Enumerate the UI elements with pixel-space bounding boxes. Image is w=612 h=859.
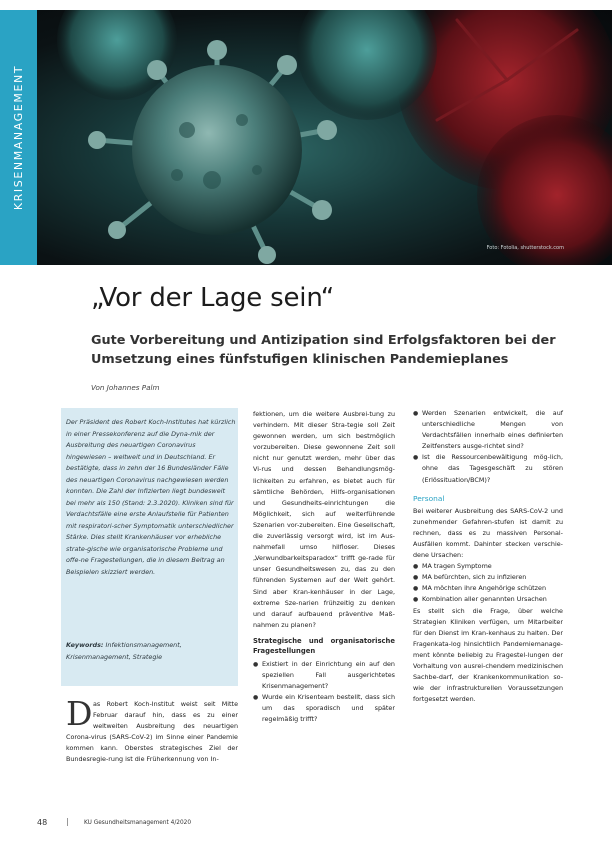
journal-name: KU Gesundheitsmanagement 4/2020	[84, 820, 192, 826]
article-author: Von Johannes Palm	[91, 383, 160, 392]
list-item: ● Wurde ein Krisenteam bestellt, dass sich um das sporadisch und später regelmäßig trifft?	[253, 692, 395, 725]
list-item: ● Werden Szenarien entwickelt, die auf unterschiedliche Mengen von Verdachtsfällen innerhalb eines definierten Zeitfensters ausge-richtet sind?	[413, 408, 563, 452]
col3-paragraph-2: Es stellt sich die Frage, über welche Strategien Kliniken verfügen, um Mitarbeiter für den Dienst im Kran-kenhaus zu halten. Der Fragenkata-log hinsichtlich Pandemiemanage-ment könnte beliebig zu Fragestel-lungen der Vorhaltung von ausrei-chendem medizinischen Sachbe-darf, der Krankenkommunikation so-wie der infrastrukturellen Voraussetzungen fortgesetzt werden.	[413, 606, 563, 704]
col3-bullet-list-2	[413, 561, 563, 605]
keywords-text: Infektionsmanagement, Krisenmanagement, Strategie	[66, 641, 182, 661]
col2-paragraph: fektionen, um die weitere Ausbrei-tung zu verhindern. Mit dieser Stra-tegie soll Zeit gewonnen werden, um sich bestmöglich vorzubereiten. Diese gewonnene Zeit soll nicht nur genutzt werden, mehr über das Vi-rus und dessen Behandlungsmög-lichkeiten zu erfahren, es bietet auch für sämtliche Behörden, Hilfs-organisationen und Gesundheits-einrichtungen die Möglichkeit, sich auf weiterführende Szenarien vor-zubereiten. Eine Gesellschaft, die zuverlässig versorgt wird, ist im Aus-nahmefall umso hilfloser. Dieses „Verwundbarkeitsparadox“ trifft ge-rade für unser Gesundheitswesen zu, das zu den führenden Systemen auf der Welt gehört. Sind aber Kran-kenhäuser in der Lage, extreme Sze-narien frühzeitig zu denken und darauf aufbauend präventive Maß-nahmen zu planen?	[253, 410, 395, 629]
col2-heading: Strategische und organisatorische Fragestellungen	[253, 636, 395, 655]
list-item: ● MA möchten ihre Angehörige schützen	[413, 583, 563, 594]
list-item: ● MA tragen Symptome	[413, 561, 563, 572]
article-title: „Vor der Lage sein“	[91, 283, 334, 313]
list-item: ● Kombination aller genannten Ursachen	[413, 594, 563, 605]
body-column-1: as Robert Koch-Institut weist seit Mitte Februar darauf hin, dass es zu einer weltweiten Ausbreitung des neuartigen Corona-virus (SARS-CoV-2) im Sinne einer Pandemie kommen kann. Oberstes strategisches Ziel der Bundesregie-rung ist die Früherkennung von In-	[66, 700, 238, 763]
col3-heading: Personal	[413, 493, 445, 503]
virus-illustration	[37, 10, 612, 265]
photo-credit: Foto: Fotolia, shutterstock.com	[486, 245, 564, 251]
col3-paragraph: Bei weiterer Ausbreitung des SARS-CoV-2 und zunehmender Gefahren-stufen ist damit zu rechnen, dass es zu massiven Personal-Ausfällen kommt. Dahinter stecken verschie-dene Ursachen:	[413, 506, 563, 560]
keywords-label: Keywords:	[66, 641, 104, 649]
keywords	[66, 640, 236, 663]
list-item: ● MA befürchten, sich zu infizieren	[413, 572, 563, 583]
article-subtitle: Gute Vorbereitung und Antizipation sind Erfolgsfaktoren bei der Umsetzung eines fünfstufigen klinischen Pandemieplanes	[91, 333, 556, 367]
body-column-3	[413, 408, 563, 705]
col3-bullet-list	[413, 408, 563, 486]
body-column-2	[253, 409, 395, 725]
col2-bullet-list	[253, 659, 395, 726]
list-item: ● Existiert in der Einrichtung ein auf den speziellen Fall ausgerichtetes Krisenmanagement?	[253, 659, 395, 692]
section-label: KRISENMANAGEMENT	[12, 64, 25, 211]
list-item: ● Ist die Ressourcenbewältigung mög-lich, ohne das Tagesgeschäft zu stören (Erlössituation/BCM)?	[413, 452, 563, 485]
abstract-text: Der Präsident des Robert Koch-Institutes hat kürzlich in einer Pressekonferenz auf die Dyna-mik der Ausbreitung des neuartigen Coronavirus hingewiesen – weltweit und in Deutschland. Er bestätigte, dass in zehn der 16 Bundesländer Fälle des neuartigen Coronavirus nachgewiesen werden konnten. Die Zahl der Infizierten liegt bundesweit bei mehr als 150 (Stand: 2.3.2020). Kliniken sind für Verdachtsfälle eine erste Anlaufstelle für Patienten mit respiratori-scher Symptomatik unterschiedlicher Stärke. Dies stellt Krankenhäuser vor erhebliche strate-gische wie organisatorische Probleme und offe-ne Fragestellungen, die in diesem Beitrag an Beispielen skizziert werden.	[66, 418, 236, 576]
hero-image-coronavirus	[37, 10, 612, 265]
page-number: 48	[37, 818, 48, 827]
dropcap-letter: D	[66, 694, 93, 733]
footer-separator: |	[66, 817, 69, 826]
